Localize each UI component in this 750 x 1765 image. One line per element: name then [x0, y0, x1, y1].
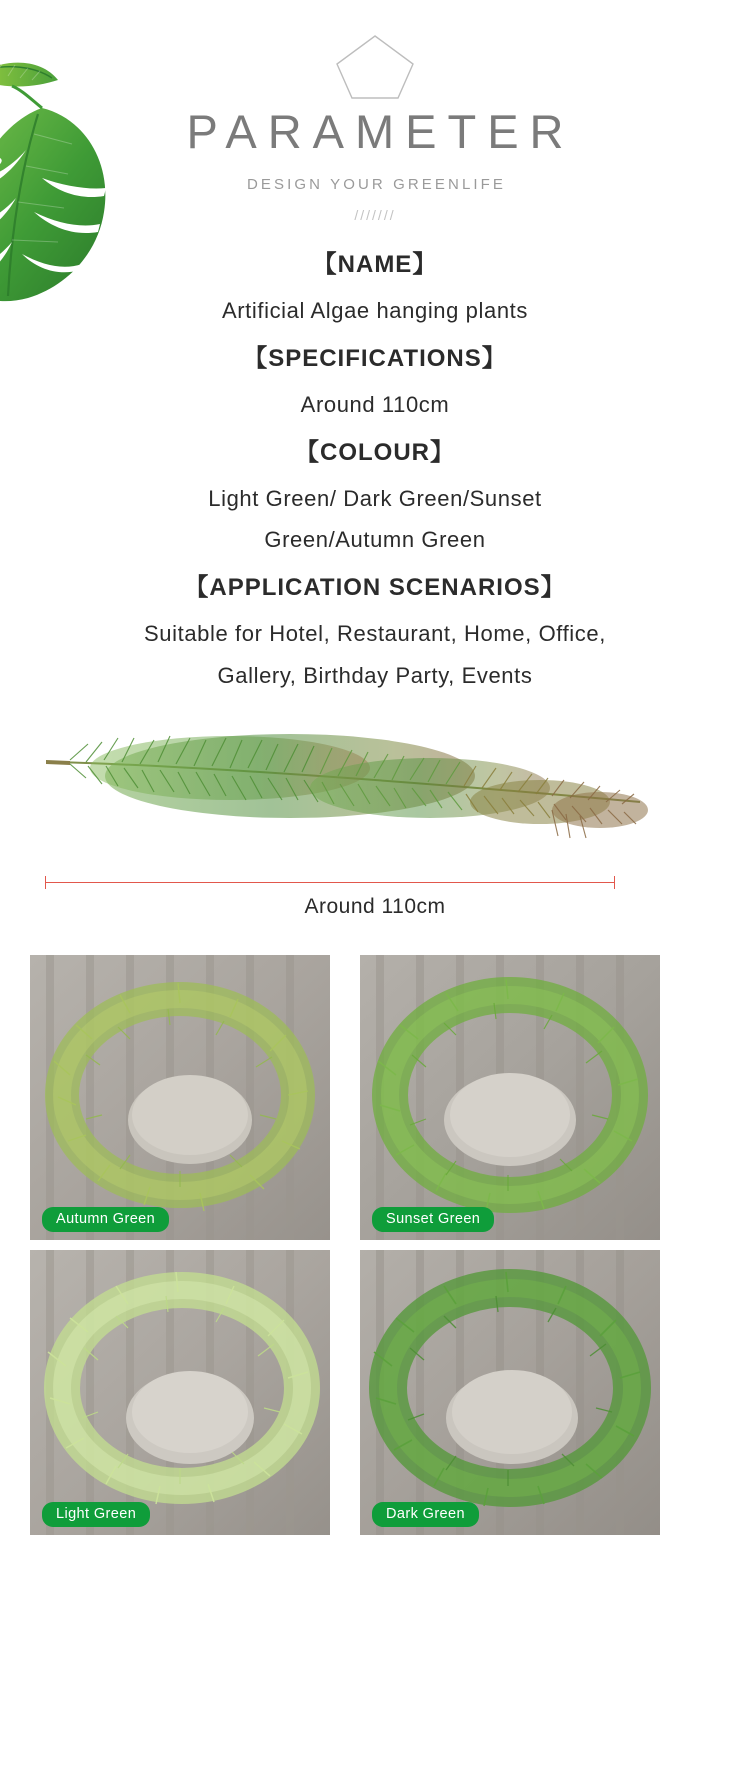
photo-badge-light-green: Light Green — [42, 1502, 150, 1527]
photo-badge-sunset-green: Sunset Green — [372, 1207, 494, 1232]
photo-image — [360, 955, 660, 1240]
photo-badge-dark-green: Dark Green — [372, 1502, 479, 1527]
photo-light-green[interactable] — [30, 1250, 330, 1535]
photo-image — [360, 1250, 660, 1535]
pentagon-outline-icon — [0, 30, 750, 102]
spec-heading-colour: 【COLOUR】 — [295, 438, 455, 466]
product-photo-grid — [30, 955, 720, 1535]
page-subtitle: DESIGN YOUR GREENLIFE — [246, 175, 507, 193]
measurement-line — [45, 882, 615, 883]
photo-image — [30, 955, 330, 1240]
photo-image — [30, 1250, 330, 1535]
page-title: PARAMETER — [186, 105, 575, 158]
spec-value-colour-line2: Green/Autumn Green — [264, 527, 486, 553]
spec-heading-name: 【NAME】 — [312, 251, 438, 278]
measurement-cap-left — [45, 876, 46, 889]
spec-heading-scenarios: 【APPLICATION SCENARIOS】 — [184, 574, 566, 602]
measurement-label: Around 110cm — [304, 895, 446, 918]
spec-value-name: Artificial Algae hanging plants — [221, 298, 528, 323]
measurement-cap-right — [614, 876, 615, 889]
spec-value-specifications: Around 110cm — [300, 391, 450, 417]
photo-autumn-green[interactable] — [30, 955, 330, 1240]
photo-sunset-green[interactable] — [360, 955, 660, 1240]
measurement-bar — [45, 876, 615, 890]
spec-value-scenarios-line2: Gallery, Birthday Party, Events — [217, 662, 533, 688]
hero-product-image — [0, 690, 750, 880]
header — [0, 30, 750, 223]
spec-heading-specifications: 【SPECIFICATIONS】 — [243, 344, 507, 372]
spec-value-scenarios-line1: Suitable for Hotel, Restaurant, Home, Office, — [144, 621, 606, 647]
divider-slashes: /////// — [354, 206, 396, 223]
specification-block — [0, 250, 750, 697]
spec-value-colour-line1: Light Green/ Dark Green/Sunset — [208, 485, 542, 511]
photo-badge-autumn-green: Autumn Green — [42, 1207, 169, 1232]
photo-dark-green[interactable] — [360, 1250, 660, 1535]
